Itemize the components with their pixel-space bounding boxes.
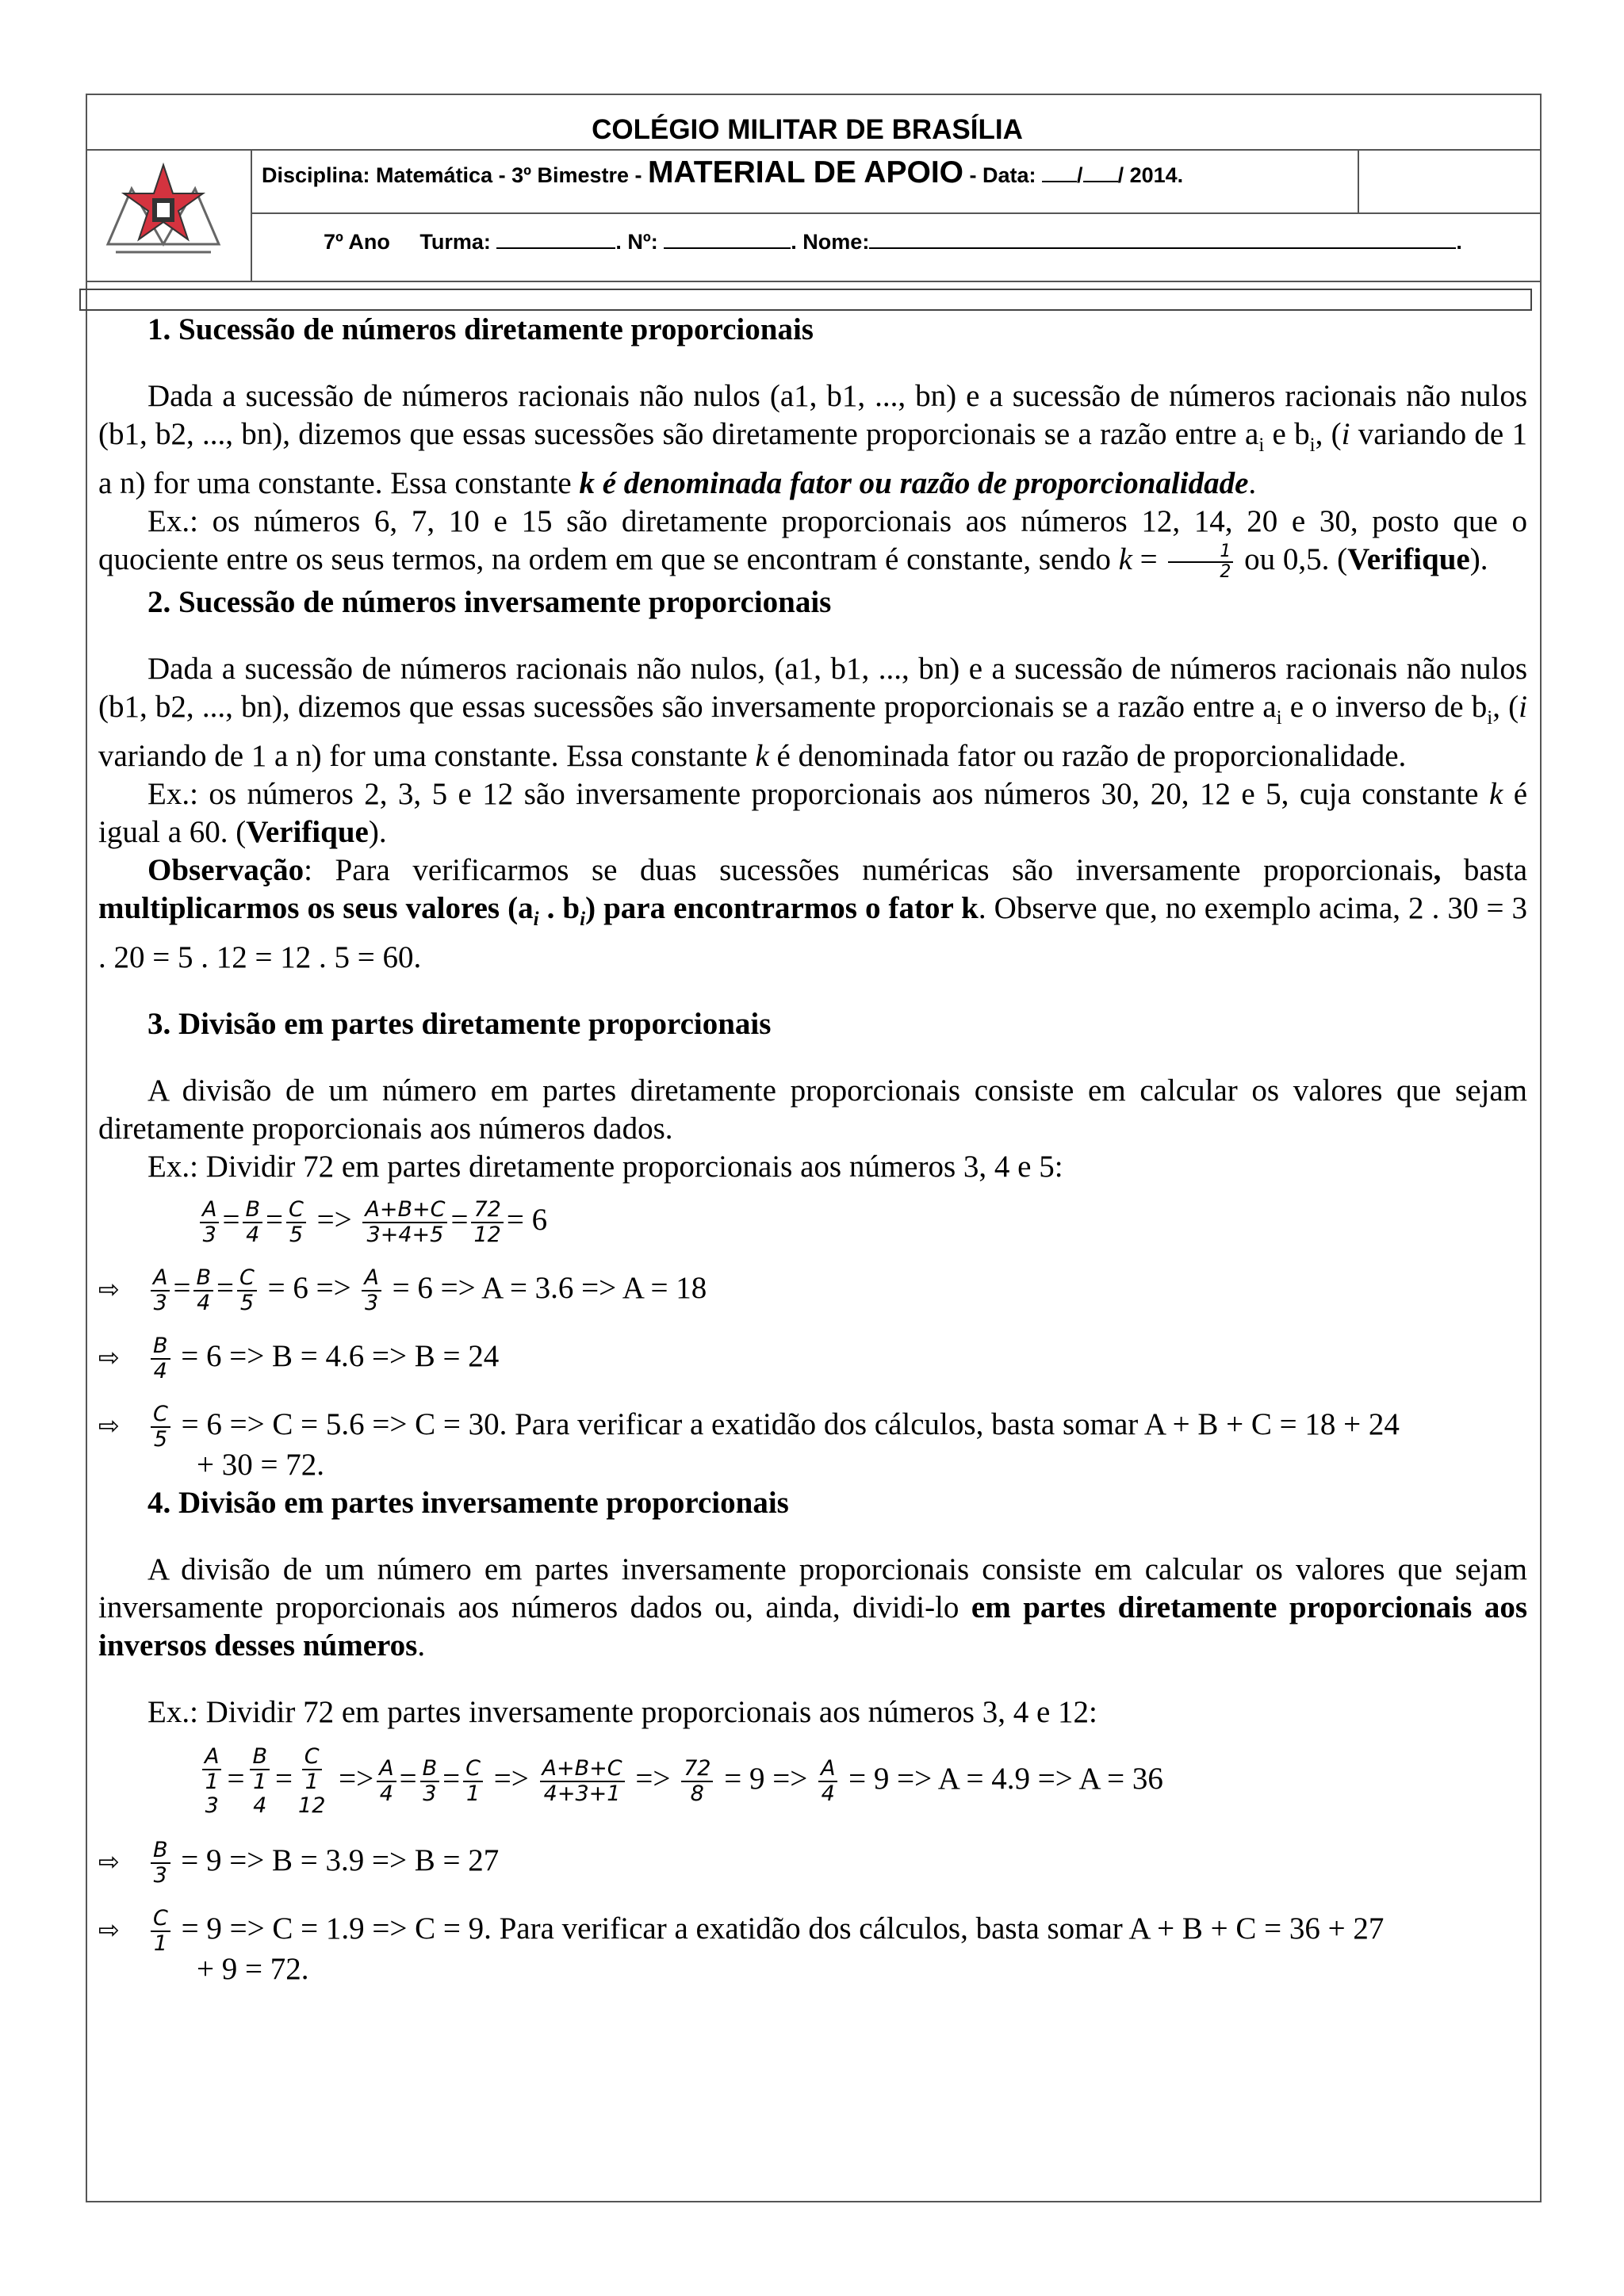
arrow-bullet-icon: ⇨ — [98, 1341, 120, 1372]
date-day-field[interactable] — [1042, 163, 1077, 182]
header-row-discipline — [262, 155, 1183, 190]
section-4-paragraph: A divisão de um número em partes inversamente proporcionais consiste em calcular os valores que sejam inversamente proporcionais aos números dados ou, ainda, dividi-lo em partes diretamente proporcionais aos inversos desses números. — [98, 1552, 1527, 1663]
header-divider — [252, 212, 1542, 214]
section-3-title: 3. Divisão em partes diretamente proporcionais — [147, 1006, 772, 1041]
section-3-example: Ex.: Dividir 72 em partes diretamente proporcionais aos números 3, 4 e 5: — [147, 1149, 1063, 1184]
arrow-bullet-icon: ⇨ — [98, 1846, 120, 1877]
equation-4-3: ⇨ $\frac{C}{1}$ = 9 => C = 1.9 => C = 9. Para verificar a exatidão dos cálculos, basta somar A + B + C = 36 + 27 — [98, 1895, 1527, 1950]
section-2-example: Ex.: os números 2, 3, 5 e 12 são inversamente proporcionais aos números 30, 20, 12 e 5, cuja constante k é igual a 60. (Verifique). — [98, 776, 1527, 849]
arrow-bullet-icon: ⇨ — [98, 1410, 120, 1441]
date-month-field[interactable] — [1083, 163, 1118, 182]
arrow-bullet-icon: ⇨ — [98, 1273, 120, 1304]
equation-3-3: ⇨ $\frac{B}{4}$ = 6 => B = 4.6 => B = 24 — [98, 1322, 1527, 1391]
section-1-title: 1. Sucessão de números diretamente proporcionais — [147, 312, 814, 346]
section-2-observation: Observação: Para verificarmos se duas sucessões numéricas são inversamente proporcionais, basta multiplicarmos os seus valores ($a_i$ . $b_i$) para encontrarmos o fator k. Observe que, no exemplo acima, 2 . 30 = 3 . 20 = 5 . 12 = 12 . 5 = 60. — [98, 852, 1527, 974]
date-separator: / — [1077, 163, 1083, 187]
name-end: . — [1456, 230, 1462, 254]
equation-4-1: $\frac{A}{1}$ 3 = $\frac{B}{1}$ 4 = $\frac{C}{1}$ 12 => $\frac{A}{4}$ = $\frac{B}{3}$ = $\frac{C}{1}$ => $\frac{A+B+C}{4+3+1}$ => $\frac{72}{8}$ = 9 => $\frac{A}{4}$ = 9 => A = 4.9 => A = 36 — [197, 1732, 1527, 1827]
number-field[interactable] — [664, 230, 791, 249]
header-divider — [86, 281, 1542, 282]
date-label: - Data: — [969, 163, 1036, 187]
date-year: / 2014. — [1117, 163, 1184, 187]
section-3-paragraph: A divisão de um número em partes diretamente proporcionais consiste em calcular os valores que sejam diretamente proporcionais aos números dados. — [98, 1073, 1527, 1146]
section-2-paragraph: Dada a sucessão de números racionais não nulos, (a1, b1, ..., bn) e a sucessão de números racionais não nulos (b1, b2, ..., bn), dizemos que essas sucessões são inversamente proporcionais se a razão entre $a_i$ e o inverso de $b_i$, (i variando de 1 a n) for uma constante. Essa constante k é denominada fator ou razão de proporcionalidade. — [98, 652, 1527, 773]
header-row-student — [324, 230, 1462, 254]
school-title: COLÉGIO MILITAR DE BRASÍLIA — [592, 114, 1023, 145]
equation-4-2: ⇨ $\frac{B}{3}$ = 9 => B = 3.9 => B = 27 — [98, 1827, 1527, 1895]
equation-3-4: ⇨ $\frac{C}{5}$ = 6 => C = 5.6 => C = 30. Para verificar a exatidão dos cálculos, basta somar A + B + C = 18 + 24 — [98, 1391, 1527, 1446]
grade-label: 7º Ano — [324, 230, 390, 254]
name-label: . Nome: — [791, 230, 870, 254]
equation-4-3-cont: + 9 = 72. — [197, 1951, 309, 1986]
school-crest-logo — [100, 157, 227, 260]
material-title: MATERIAL DE APOIO — [648, 155, 963, 189]
header-divider — [251, 149, 252, 282]
section-4-title: 4. Divisão em partes inversamente proporcionais — [147, 1485, 789, 1520]
number-label: . Nº: — [615, 230, 658, 254]
equation-3-2: ⇨ $\frac{A}{3}$ = $\frac{B}{4}$ = $\frac{C}{5}$ = 6 => $\frac{A}{3}$ = 6 => A = 3.6 => A = 18 — [98, 1254, 1527, 1322]
equation-3-4-cont: + 30 = 72. — [197, 1447, 324, 1482]
arrow-bullet-icon: ⇨ — [98, 1914, 120, 1945]
equation-3-1: $\frac{A}{3}$ = $\frac{B}{4}$ = $\frac{C}{5}$ => $\frac{A+B+C}{3+4+5}$ = $\frac{72}{12}$ = 6 — [197, 1186, 1527, 1254]
document-body — [98, 308, 1527, 1988]
discipline-label: Disciplina: Matemática - 3º Bimestre - — [262, 163, 642, 187]
section-2-title: 2. Sucessão de números inversamente proporcionais — [147, 585, 832, 620]
header-divider — [1358, 149, 1359, 214]
class-label: Turma: — [419, 230, 491, 254]
section-1-example: Ex.: os números 6, 7, 10 e 15 são diretamente proporcionais aos números 12, 14, 20 e 30, posto que o quociente entre os seus termos, na ordem em que se encontram é constante, sendo k = $\frac{1}{2}$ ou 0,5. (Verifique). — [98, 503, 1527, 582]
class-field[interactable] — [496, 230, 615, 249]
section-4-example: Ex.: Dividir 72 em partes inversamente proporcionais aos números 3, 4 e 12: — [147, 1694, 1097, 1729]
name-field[interactable] — [869, 230, 1456, 249]
section-1-paragraph: Dada a sucessão de números racionais não nulos (a1, b1, ..., bn) e a sucessão de números racionais não nulos (b1, b2, ..., bn), dizemos que essas sucessões são diretamente proporcionais se a razão entre $a_i$ e $b_i$, (i variando de 1 a n) for uma constante. Essa constante k é denominada fator ou razão de proporcionalidade. — [98, 379, 1527, 500]
header-divider — [86, 149, 1542, 151]
